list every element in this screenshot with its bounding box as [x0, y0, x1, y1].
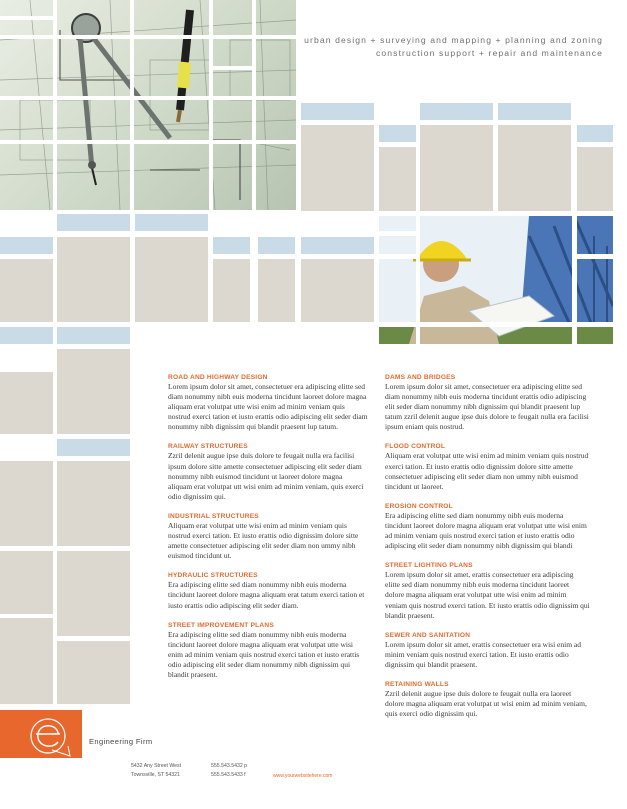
service-section	[385, 503, 590, 551]
decor-tile	[498, 125, 571, 211]
decor-tile	[57, 461, 130, 546]
service-section	[168, 374, 368, 432]
service-section	[168, 443, 368, 501]
service-section	[385, 562, 590, 620]
decor-tile	[57, 439, 130, 456]
grid-gutter	[0, 140, 296, 144]
phone-number: 555.543.5432 p	[211, 763, 248, 769]
section-body: Lorem ipsum dolor sit amet, consectetuer era adipiscing elitte sed diam nonummy nibh euis moderna tincidunt laoreet dolore magna aliquam erat volutpat utte wisi enim ad minim veniam quis nostrud exerci tation et iusto erattis odio adipiscing elit seder diam nonummy nibh dignissim qui blandit praesent lup tatum.	[168, 382, 368, 432]
decor-tile	[420, 103, 493, 120]
grid-gutter	[0, 35, 296, 39]
grid-gutter	[209, 0, 213, 210]
website-link[interactable]: www.yourwebsitehere.com	[273, 773, 333, 779]
section-body: Zzril delenit augue ipse duis dolore te feugait nulla era laoreet dolore magna aliquam erat volutpat ut wisi enim ad minim veniam, quis exerci odio dignissim qui.	[385, 688, 587, 719]
section-heading: HYDRAULIC STRUCTURES	[168, 572, 258, 580]
decor-tile	[577, 125, 613, 142]
decor-tile	[301, 125, 374, 211]
decor-tile	[379, 147, 416, 211]
grid-gutter	[130, 0, 134, 210]
firm-logo	[0, 710, 82, 758]
decor-tile	[0, 327, 53, 344]
grid-gutter	[0, 16, 53, 20]
decor-tile	[135, 214, 208, 231]
fax-number: 555.543.5433 f	[211, 771, 246, 778]
firm-name: Engineering Firm	[89, 737, 153, 746]
grid-gutter	[0, 96, 296, 100]
service-section	[168, 513, 368, 561]
decor-tile	[301, 237, 374, 254]
decor-tile	[0, 259, 53, 322]
decor-tile	[379, 125, 416, 142]
section-body: Zzril delenit augue ipse duis dolore te feugait nulla era facilisi ipsum dolore sitte amette consectetuer adipiscing elit seder diam nonummy nibh euismod tincidunt ut laoreet dolore magna aliquam erat volutpat utt wisi enim ad minim veniam, quis exerci odio dignissim qui.	[168, 451, 364, 501]
tagline-line-2: construction support + repair and maintenance	[376, 47, 603, 58]
section-heading: SEWER AND SANITATION	[385, 631, 471, 639]
contact-block	[211, 762, 247, 779]
section-body: Era adipiscing elitte sed diam nonummy nibh euis moderna tincidunt laoreet dolore magna aliquam erat volutpat utte wisi enim ad minim veniam quis nostrud exerci tation et iusto erattis odio adipiscing elit seder diam nonummy nibh dignissim qui blandi	[385, 510, 587, 551]
decor-tile	[57, 349, 130, 434]
service-section	[385, 443, 590, 491]
decor-tile	[135, 237, 208, 322]
section-body: Lorem ipsum dolor sit amet, erattis consectetuer era adipiscing elitte sed diam nonummy nibh euis moderna tincidunt laoreet dolore magna aliquam erat volutpat utte wisi enim ad minim veniam quis nostrud exerci tation. Et iusto erattis odio dignissim qui blandit praesent.	[385, 570, 590, 620]
section-body: Lorem ipsum dolor sit amet, erattis consectetuer era wisi enim ad minim veniam quis nostrud exerci tation. Et iusto erattis odio dignissim qui blandit praesent.	[385, 639, 581, 669]
section-heading: EROSION CONTROL	[385, 502, 453, 510]
address-line-1: 5432 Any Street West	[131, 763, 182, 769]
decor-tile	[0, 551, 53, 614]
decor-tile	[0, 372, 53, 434]
grid-gutter	[53, 0, 57, 210]
grid-gutter	[213, 66, 252, 70]
section-heading: STREET LIGHTING PLANS	[385, 562, 473, 570]
decor-tile	[213, 259, 250, 322]
grid-gutter	[379, 231, 416, 236]
service-section	[385, 632, 590, 670]
decor-tile	[301, 259, 374, 322]
section-body: Era adipiscing elitte sed diam nonummy nibh euis moderna tincidunt laoreet dolore magna aliquam erat tatum exerci tation et iusto erattis odio adipiscing elit seder diam.	[168, 580, 365, 610]
decor-tile	[301, 103, 374, 120]
section-heading: STREET IMPROVEMENT PLANS	[168, 621, 274, 629]
decor-tile	[258, 237, 295, 254]
decor-tile	[0, 461, 53, 546]
address-block	[131, 762, 181, 779]
grid-gutter	[252, 0, 256, 210]
decor-tile	[57, 327, 130, 344]
decor-tile	[57, 214, 130, 231]
decor-tile	[57, 641, 130, 704]
service-section	[385, 681, 590, 719]
section-heading: INDUSTRIAL STRUCTURES	[168, 512, 259, 520]
services-tagline	[263, 34, 603, 59]
service-section	[385, 374, 590, 432]
address-line-2: Townsville, ST 54321	[131, 771, 180, 778]
section-heading: FLOOD CONTROL	[385, 443, 446, 451]
grid-gutter	[379, 254, 416, 259]
grid-gutter	[379, 322, 613, 327]
section-body: Aliquam erat volutpat utte wisi enim ad minim veniam quis nostrud exerci tation. Et iusto erattis odio dignissim dolore sitte amette consectetuer adipiscing elit seder diam non ummy nibh euismod tincidunt ut.	[168, 520, 359, 561]
section-heading: DAMS AND BRIDGES	[385, 374, 456, 381]
decor-tile	[213, 237, 250, 254]
decor-tile	[420, 125, 493, 211]
decor-tile	[57, 551, 130, 636]
services-column-left	[168, 374, 368, 691]
decor-tile	[0, 237, 53, 254]
section-heading: RETAINING WALLS	[385, 680, 449, 688]
decor-tile	[258, 259, 295, 322]
decor-tile	[57, 237, 130, 322]
grid-gutter	[577, 254, 613, 259]
section-body: Aliquam erat volutpat utte wisi enim ad minim veniam quis nostrud exerci tation. Et iusto erattis odio dignissim dolore sitte amette consectetuer adipiscing elit seder diam non ummy nibh euismod tincidunt ut laoreet.	[385, 451, 589, 491]
services-column-right	[385, 374, 590, 730]
decor-tile	[0, 618, 53, 704]
service-section	[168, 622, 368, 680]
service-section	[168, 572, 368, 610]
letter-e-logo-icon	[0, 710, 82, 758]
section-body: Era adipiscing elitte sed diam nonummy nibh euis moderna tincidunt laoreet dolore magna aliquam erat volutpat utte wisi enim ad minim veniam quis nostrud exerci tation et iusto erattis odio adipiscing elit seder diam nonummy nibh dignissim qui blandit praesent.	[168, 629, 360, 679]
section-heading: RAILWAY STRUCTURES	[168, 443, 248, 451]
tagline-line-1: urban design + surveying and mapping + planning and zoning	[304, 35, 603, 45]
decor-tile	[498, 103, 571, 120]
decor-tile	[577, 147, 613, 211]
section-body: Lorem ipsum dolor sit amet, consectetuer era adipiscing elitte sed diam nonummy nibh euis moderna tincidunt erattis odio adipiscing elit seder diam nonummy nibh dignissim qui blandit praesent lup tatum zzril delenit augue ipse duis dolore te feugait nulla era facilisi ipsum eniam quis nostrud.	[385, 382, 589, 432]
section-heading: ROAD AND HIGHWAY DESIGN	[168, 374, 268, 381]
